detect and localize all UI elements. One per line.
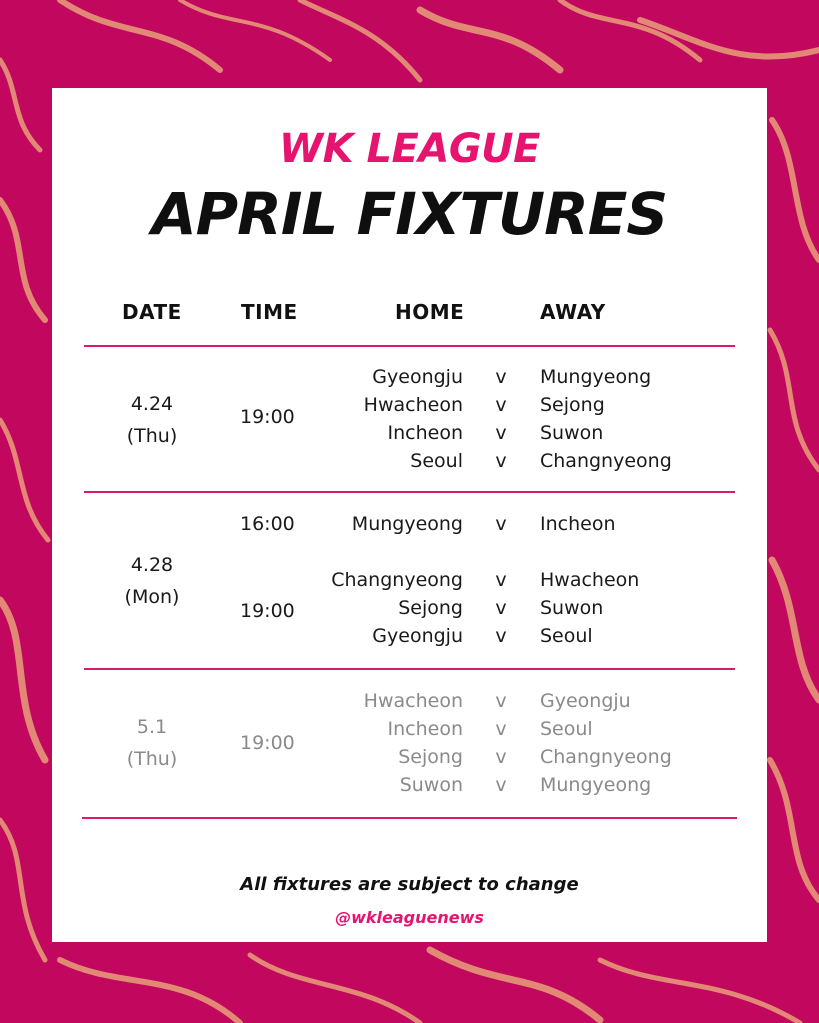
versus: v <box>495 366 507 388</box>
divider <box>84 668 735 670</box>
versus: v <box>495 450 507 472</box>
versus: v <box>495 625 507 647</box>
away-team: Changnyeong <box>540 746 672 768</box>
away-team: Seoul <box>540 718 593 740</box>
versus: v <box>495 718 507 740</box>
round-date: 4.28 <box>130 554 174 576</box>
versus: v <box>495 422 507 444</box>
column-header-away: AWAY <box>540 300 606 324</box>
round-day: (Thu) <box>126 748 178 770</box>
divider <box>84 345 735 347</box>
round-date: 4.24 <box>130 393 174 415</box>
away-team: Mungyeong <box>540 774 652 796</box>
round-day: (Thu) <box>126 425 178 447</box>
home-team: Mungyeong <box>351 513 463 535</box>
kickoff-time: 19:00 <box>240 406 295 428</box>
versus: v <box>495 746 507 768</box>
versus: v <box>495 513 507 535</box>
round-date: 5.1 <box>136 716 168 738</box>
divider <box>84 491 735 493</box>
home-team: Sejong <box>398 597 463 619</box>
divider <box>82 817 737 819</box>
kickoff-time: 19:00 <box>240 732 295 754</box>
away-team: Suwon <box>540 597 604 619</box>
versus: v <box>495 597 507 619</box>
column-header-date: DATE <box>122 300 182 324</box>
away-team: Changnyeong <box>540 450 672 472</box>
away-team: Mungyeong <box>540 366 652 388</box>
versus: v <box>495 569 507 591</box>
home-team: Gyeongju <box>372 366 463 388</box>
home-team: Incheon <box>387 718 463 740</box>
fixtures-card <box>52 88 767 942</box>
column-header-home: HOME <box>395 300 465 324</box>
versus: v <box>495 394 507 416</box>
versus: v <box>495 690 507 712</box>
away-team: Incheon <box>540 513 616 535</box>
away-team: Hwacheon <box>540 569 640 591</box>
away-team: Sejong <box>540 394 605 416</box>
round-day: (Mon) <box>124 586 180 608</box>
away-team: Suwon <box>540 422 604 444</box>
kickoff-time: 19:00 <box>240 600 295 622</box>
away-team: Seoul <box>540 625 593 647</box>
home-team: Incheon <box>387 422 463 444</box>
home-team: Gyeongju <box>372 625 463 647</box>
home-team: Hwacheon <box>363 394 463 416</box>
disclaimer-note: All fixtures are subject to change <box>240 874 579 895</box>
column-header-time: TIME <box>241 300 298 324</box>
page-title: APRIL FIXTURES <box>151 180 668 248</box>
versus: v <box>495 774 507 796</box>
home-team: Changnyeong <box>331 569 463 591</box>
home-team: Suwon <box>399 774 463 796</box>
home-team: Sejong <box>398 746 463 768</box>
home-team: Hwacheon <box>363 690 463 712</box>
home-team: Seoul <box>410 450 463 472</box>
kickoff-time: 16:00 <box>240 513 295 535</box>
social-handle: @wkleaguenews <box>335 908 484 927</box>
away-team: Gyeongju <box>540 690 631 712</box>
league-name: WK LEAGUE <box>279 126 540 172</box>
